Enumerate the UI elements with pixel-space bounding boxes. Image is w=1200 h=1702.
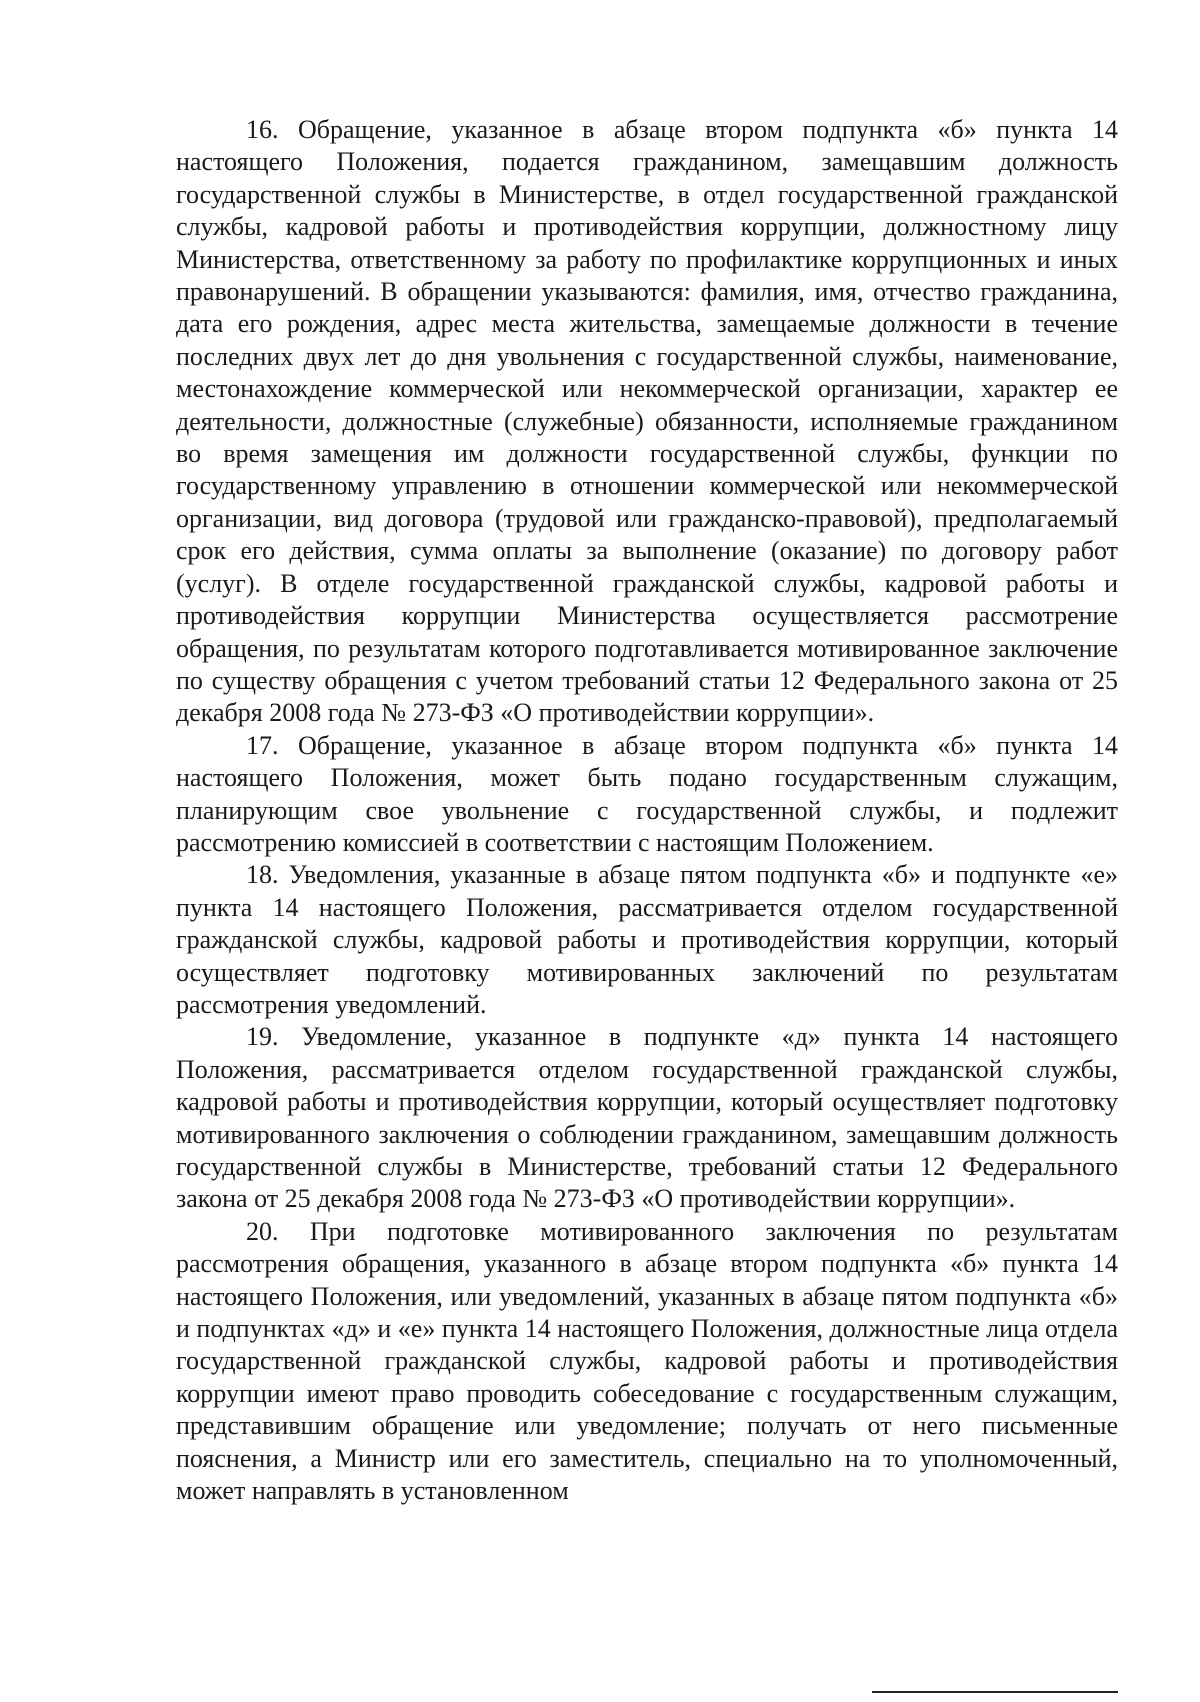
footer-rule	[872, 1691, 1118, 1693]
paragraph-17: 17. Обращение, указанное в абзаце втором подпункта «б» пункта 14 настоящего Положения, может быть подано государственным служащим, планирующим свое увольнение с государственной службы, и подлежит рассмотрению комиссией в соответствии с настоящим Положением.	[176, 730, 1118, 857]
paragraph-16: 16. Обращение, указанное в абзаце втором подпункта «б» пункта 14 настоящего Положения, подается гражданином, замещавшим должность государственной службы в Министерстве, в отдел государственной гражданской службы, кадровой работы и противодействия коррупции, должностному лицу Министерства, ответственному за работу по профилактике коррупционных и иных правонарушений. В обращении указываются: фамилия, имя, отчество гражданина, дата его рождения, адрес места жительства, замещаемые должности в течение последних двух лет до дня увольнения с государственной службы, наименование, местонахождение коммерческой или некоммерческой организации, характер ее деятельности, должностные (служебные) обязанности, исполняемые гражданином во время замещения им должности государственной службы, функции по государственному управлению в отношении коммерческой или некоммерческой организации, вид договора (трудовой или гражданско-правовой), предполагаемый срок его действия, сумма оплаты за выполнение (оказание) по договору работ (услуг). В отделе государственной гражданской службы, кадровой работы и противодействия коррупции Министерства осуществляется рассмотрение обращения, по результатам которого подготавливается мотивированное заключение по существу обращения с учетом требований статьи 12 Федерального закона от 25 декабря 2008 года № 273-ФЗ «О противодействии коррупции».	[176, 115, 1118, 728]
paragraph-18: 18. Уведомления, указанные в абзаце пятом подпункта «б» и подпункте «е» пункта 14 настоящего Положения, рассматривается отделом государственной гражданской службы, кадровой работы и противодействия коррупции, который осуществляет подготовку мотивированных заключений по результатам рассмотрения уведомлений.	[176, 860, 1118, 1019]
paragraph-19: 19. Уведомление, указанное в подпункте «д» пункта 14 настоящего Положения, рассматривается отделом государственной гражданской службы, кадровой работы и противодействия коррупции, который осуществляет подготовку мотивированного заключения о соблюдении гражданином, замещавшим должность государственной службы в Министерстве, требований статьи 12 Федерального закона от 25 декабря 2008 года № 273-ФЗ «О противодействии коррупции».	[176, 1022, 1118, 1214]
paragraph-20: 20. При подготовке мотивированного заключения по результатам рассмотрения обращения, указанного в абзаце втором подпункта «б» пункта 14 настоящего Положения, или уведомлений, указанных в абзаце пятом подпункта «б» и подпунктах «д» и «е» пункта 14 настоящего Положения, должностные лица отдела государственной гражданской службы, кадровой работы и противодействия коррупции имеют право проводить собеседование с государственным служащим, представившим обращение или уведомление; получать от него письменные пояснения, а Министр или его заместитель, специально на то уполномоченный, может направлять в установленном	[176, 1216, 1118, 1506]
document-body	[176, 114, 1118, 1507]
